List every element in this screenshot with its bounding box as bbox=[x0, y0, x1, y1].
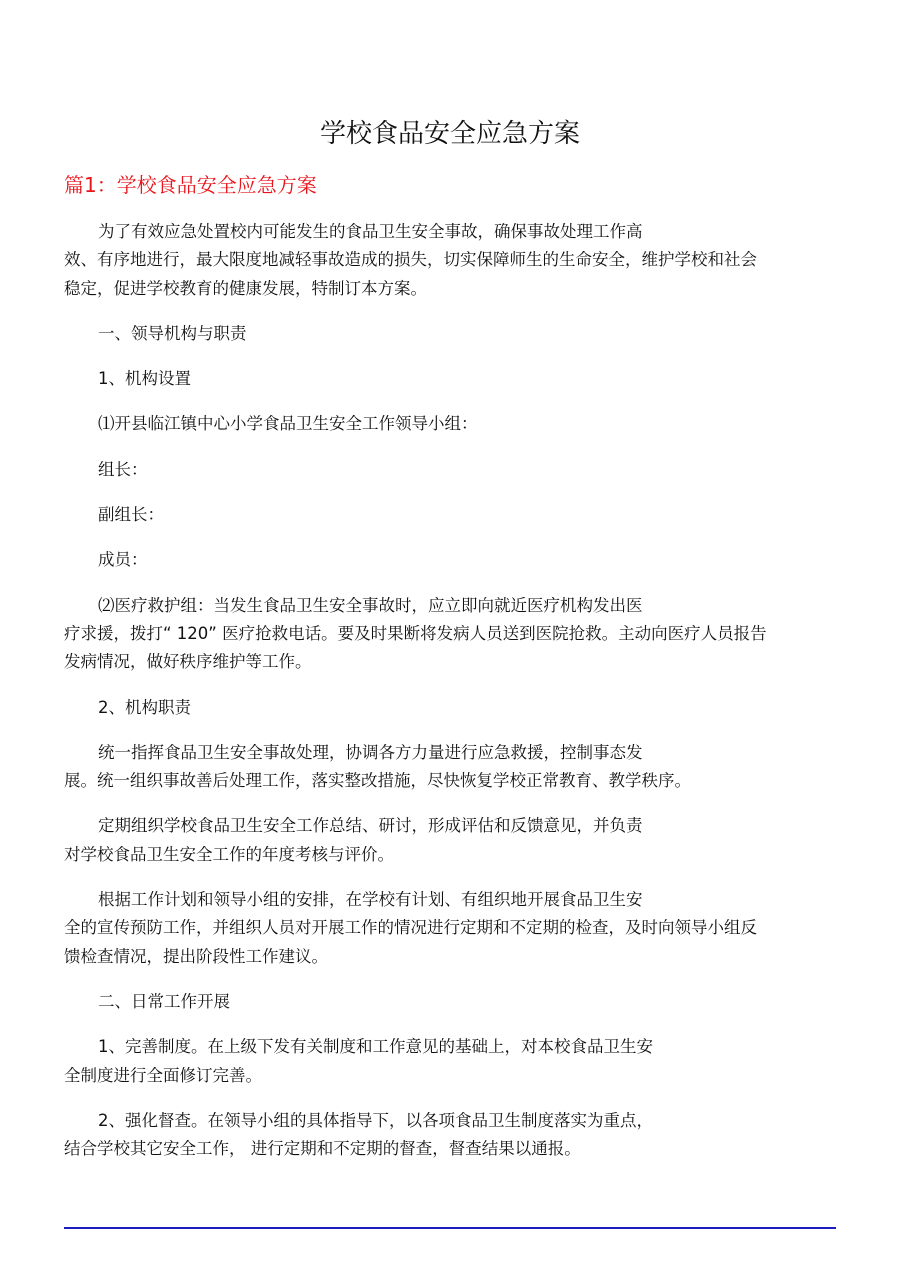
paragraph-line: 副组长： bbox=[98, 505, 164, 525]
paragraph-line: 展。统一组织事故善后处理工作，落实整改措施，尽快恢复学校正常教育、教学秩序。 bbox=[64, 771, 691, 791]
paragraph-line: 1、完善制度。在上级下发有关制度和工作意见的基础上，对本校食品卫生安 bbox=[98, 1037, 653, 1057]
paragraph-line: 组长： bbox=[98, 459, 148, 479]
paragraph-line: 发病情况，做好秩序维护等工作。 bbox=[64, 652, 312, 672]
document-title: 学校食品安全应急方案 bbox=[319, 119, 580, 149]
paragraph-line: 一、领导机构与职责 bbox=[98, 323, 247, 343]
paragraph-line: 根据工作计划和领导小组的安排，在学校有计划、有组织地开展食品卫生安 bbox=[98, 890, 643, 910]
document-body bbox=[64, 218, 844, 1180]
paragraph-line: 成员： bbox=[98, 550, 148, 570]
paragraph bbox=[64, 739, 844, 796]
paragraph-line: 二、日常工作开展 bbox=[98, 991, 230, 1011]
paragraph bbox=[64, 546, 844, 574]
paragraph-line: 定期组织学校食品卫生安全工作总结、研讨，形成评估和反馈意见，并负责 bbox=[98, 816, 643, 836]
paragraph bbox=[64, 1107, 844, 1164]
paragraph-line: 统一指挥食品卫生安全事故处理，协调各方力量进行应急救援，控制事态发 bbox=[98, 742, 643, 762]
paragraph bbox=[64, 410, 844, 438]
paragraph bbox=[64, 320, 844, 348]
paragraph bbox=[64, 988, 844, 1016]
paragraph-line: 稳定，促进学校教育的健康发展，特制订本方案。 bbox=[64, 278, 427, 298]
footer-divider bbox=[64, 1227, 836, 1229]
paragraph-line: 1、机构设置 bbox=[98, 369, 191, 389]
paragraph bbox=[64, 456, 844, 484]
paragraph bbox=[64, 886, 844, 971]
paragraph-line: 疗求援，拨打“ 120” 医疗抢救电话。要及时果断将发病人员送到医院抢救。主动向医疗人员报告 bbox=[64, 623, 767, 643]
paragraph bbox=[64, 1033, 844, 1090]
paragraph-line: ⑵医疗救护组：当发生食品卫生安全事故时，应立即向就近医疗机构发出医 bbox=[98, 595, 643, 615]
paragraph-line: 对学校食品卫生安全工作的年度考核与评价。 bbox=[64, 844, 394, 864]
paragraph bbox=[64, 365, 844, 393]
paragraph-line: 效、有序地进行，最大限度地减轻事故造成的损失，切实保障师生的生命安全，维护学校和社会 bbox=[64, 250, 757, 270]
paragraph-line: 馈检查情况，提出阶段性工作建议。 bbox=[64, 946, 328, 966]
paragraph bbox=[64, 592, 844, 677]
paragraph bbox=[64, 812, 844, 869]
paragraph bbox=[64, 501, 844, 529]
paragraph-line: 2、强化督查。在领导小组的具体指导下，以各项食品卫生制度落实为重点， bbox=[98, 1110, 653, 1130]
paragraph bbox=[64, 218, 844, 303]
paragraph-line: 全制度进行全面修订完善。 bbox=[64, 1065, 262, 1085]
paragraph bbox=[64, 694, 844, 722]
paragraph-line: 全的宣传预防工作，并组织人员对开展工作的情况进行定期和不定期的检查，及时向领导小组反 bbox=[64, 918, 757, 938]
section-heading: 篇1：学校食品安全应急方案 bbox=[64, 173, 317, 197]
paragraph-line: 结合学校其它安全工作， 进行定期和不定期的督查，督查结果以通报。 bbox=[64, 1139, 581, 1159]
paragraph-line: ⑴开县临江镇中心小学食品卫生安全工作领导小组： bbox=[98, 414, 478, 434]
paragraph-line: 2、机构职责 bbox=[98, 697, 191, 717]
paragraph-line: 为了有效应急处置校内可能发生的食品卫生安全事故，确保事故处理工作高 bbox=[98, 222, 643, 241]
